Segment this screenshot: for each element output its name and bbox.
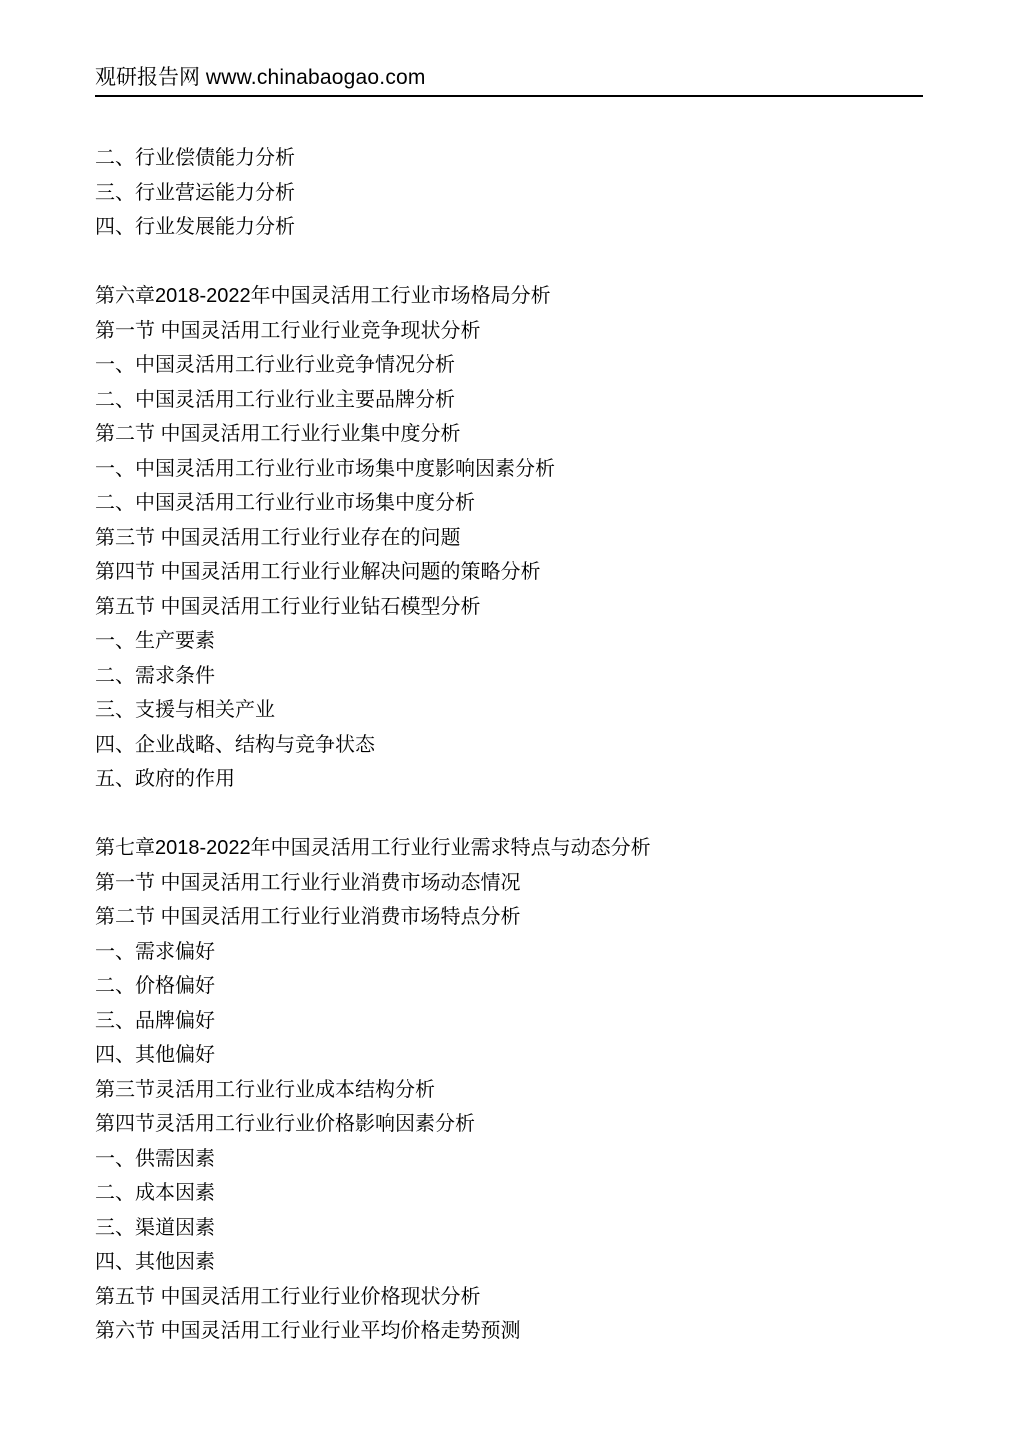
toc-line-item: 二、成本因素 — [95, 1182, 215, 1204]
toc-line-item: 四、其他偏好 — [95, 1044, 215, 1066]
toc-line-item: 二、行业偿债能力分析 — [95, 147, 295, 169]
toc-line-item: 三、渠道因素 — [95, 1216, 215, 1239]
toc-line-section: 第六节 中国灵活用工行业行业平均价格走势预测 — [95, 1320, 521, 1342]
toc-line-item: 二、中国灵活用工行业行业主要品牌分析 — [95, 388, 455, 411]
site-url: www.chinabaogao.com — [205, 66, 426, 89]
toc-line-item: 一、生产要素 — [95, 630, 215, 652]
toc-line-item: 二、需求条件 — [95, 664, 215, 687]
header-text — [95, 66, 923, 90]
document-header — [95, 66, 923, 97]
toc-line-item: 一、中国灵活用工行业行业竞争情况分析 — [95, 354, 455, 376]
toc-line-item: 四、其他因素 — [95, 1251, 215, 1273]
toc-line-section: 第四节灵活用工行业行业价格影响因素分析 — [95, 1113, 475, 1135]
toc-line-chapter: 第七章2018-2022年中国灵活用工行业行业需求特点与动态分析 — [95, 837, 651, 859]
toc-line-item: 一、需求偏好 — [95, 940, 215, 963]
toc-line-item: 二、价格偏好 — [95, 975, 215, 997]
toc-line-section: 第五节 中国灵活用工行业行业钻石模型分析 — [95, 595, 481, 618]
toc-line-chapter: 第六章2018-2022年中国灵活用工行业市场格局分析 — [95, 285, 551, 307]
toc-line-section: 第二节 中国灵活用工行业行业消费市场特点分析 — [95, 906, 521, 928]
toc-line-section: 第五节 中国灵活用工行业行业价格现状分析 — [95, 1285, 481, 1308]
toc-line-item: 二、中国灵活用工行业行业市场集中度分析 — [95, 492, 475, 514]
site-name: 观研报告网 — [95, 66, 200, 89]
toc-line-section: 第一节 中国灵活用工行业行业竞争现状分析 — [95, 319, 481, 342]
toc-line-section: 第一节 中国灵活用工行业行业消费市场动态情况 — [95, 871, 521, 894]
toc-line-item: 三、支援与相关产业 — [95, 699, 275, 721]
toc-line-section: 第四节 中国灵活用工行业行业解决问题的策略分析 — [95, 561, 541, 583]
toc-line-item: 三、行业营运能力分析 — [95, 181, 295, 204]
toc-line-item: 四、企业战略、结构与竞争状态 — [95, 733, 375, 756]
toc-line-item: 四、行业发展能力分析 — [95, 216, 295, 238]
toc-line-section: 第二节 中国灵活用工行业行业集中度分析 — [95, 423, 461, 445]
toc-blank-line — [95, 797, 925, 832]
toc-line-item: 一、中国灵活用工行业行业市场集中度影响因素分析 — [95, 457, 555, 480]
table-of-contents — [95, 141, 925, 1349]
toc-blank-line — [95, 245, 925, 280]
toc-line-item: 三、品牌偏好 — [95, 1009, 215, 1032]
toc-line-section: 第三节 中国灵活用工行业行业存在的问题 — [95, 526, 461, 549]
toc-line-item: 一、供需因素 — [95, 1147, 215, 1170]
toc-line-section: 第三节灵活用工行业行业成本结构分析 — [95, 1078, 435, 1101]
toc-line-item: 五、政府的作用 — [95, 768, 235, 790]
